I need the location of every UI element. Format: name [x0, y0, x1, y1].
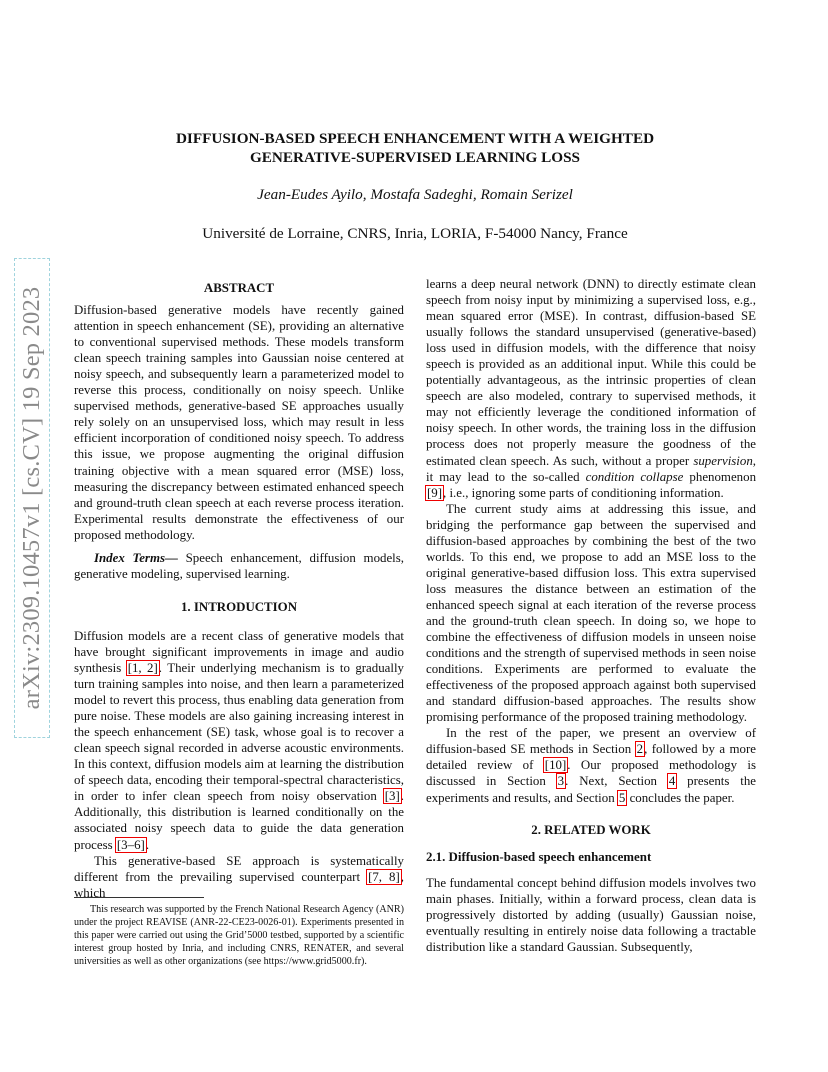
abstract-heading: ABSTRACT: [203, 281, 275, 295]
index-terms-text: Speech enhancement, diffusion models, generative modeling, supervised learning.: [74, 550, 404, 581]
citation-link[interactable]: [1, 2]: [127, 660, 158, 675]
right-p3-text-d: . Next, Section: [565, 774, 668, 789]
intro-p1-text-c: . Additionally, this distribution is learned conditionally on the associated noisy speech data to guide the data generation process: [74, 789, 404, 852]
emphasis-condition-collapse: condition collapse: [585, 469, 684, 484]
title-line-1: DIFFUSION-BASED SPEECH ENHANCEMENT WITH A WEIGHTED: [175, 130, 655, 147]
right-p3-text-e: presents the experiments and results, and Section: [426, 774, 757, 805]
footnote: [74, 904, 404, 969]
affiliation: Université de Lorraine, CNRS, Inria, LORIA, F-54000 Nancy, France: [202, 225, 628, 242]
intro-heading: 1. INTRODUCTION: [180, 599, 298, 614]
right-p3-text-b: , followed by a more detailed review of: [426, 742, 756, 773]
title-line-2: GENERATIVE-SUPERVISED LEARNING LOSS: [249, 149, 580, 166]
intro-p1-text-a: Diffusion models are a recent class of generative models that have brought significant improvements in image and audio synthesis: [74, 628, 404, 675]
right-column: [426, 276, 756, 955]
right-p3-text-c: . Our proposed methodology is discussed in Section: [426, 758, 757, 789]
citation-link[interactable]: [10]: [544, 758, 567, 773]
right-p1-text-d: , i.e., ignoring some parts of conditioning information.: [443, 485, 724, 500]
citation-link[interactable]: [9]: [427, 485, 443, 500]
right-paragraph-4: The fundamental concept behind diffusion models involves two main phases. Initially, within a forward process, clean data is progressively distorted by adding (usually) Gaussian noise, eventually resulting in entirely noise data following a tractable distribution like a standard Gaussian. Subsequently,: [426, 875, 756, 954]
intro-p2-text-b: , which: [74, 869, 404, 900]
right-paragraph-3: [426, 725, 756, 805]
citation-link[interactable]: [7, 8]: [368, 869, 400, 884]
related-work-heading: 2. RELATED WORK: [531, 822, 651, 837]
section-link[interactable]: 2: [636, 742, 644, 757]
right-paragraph-1: [426, 276, 756, 501]
right-paragraph-2: The current study aims at addressing this issue, and bridging the performance gap between the supervised and diffusion-based approaches by combining the best of the two worlds. To this end, we propose to add an MSE loss to the original generative-based diffusion loss. This extra supervised loss measures the distance between an estimation of the enhanced speech signal at each iteration of the reverse process and the ground-truth clean speech. In doing so, we hope to combine the effectiveness of diffusion models in unseen noise conditions and the strength of supervised methods in seen noise conditions. Experiments are performed to evaluate the effectiveness of the proposed approach against both supervised and standard diffusion-based approaches. The results show promising performance of the proposed training methodology.: [426, 501, 756, 725]
section-link[interactable]: 4: [668, 774, 676, 789]
arxiv-stamp-text: arXiv:2309.10457v1 [cs.CV] 19 Sep 2023: [18, 286, 45, 710]
right-p3-text-f: concludes the paper.: [626, 790, 735, 805]
emphasis-supervision: supervision: [693, 453, 753, 468]
right-p3-text-a: In the rest of the paper, we present an overview of diffusion-based SE methods in Section: [426, 726, 756, 757]
left-column: [74, 280, 404, 901]
index-terms-label: Index Terms—: [94, 550, 178, 565]
subsection-heading: 2.1. Diffusion-based speech enhancement: [426, 849, 652, 864]
intro-p2-text-a: This generative-based SE approach is systematically different from the prevailing supervised counterpart: [74, 853, 404, 884]
arxiv-stamp: [14, 258, 50, 738]
intro-p1-text-d: .: [145, 837, 150, 852]
footnote-text: This research was supported by the French National Research Agency (ANR) under the project REAVISE (ANR-22-CE23-0026-01). Experiments presented in this paper were carried out using the Grid’5000 testbed, supported by a scientific interest group hosted by Inria, and including CNRS, RENATER, and several universities as well as other organizations (see https://www.grid5000.fr).: [74, 904, 404, 967]
citation-link[interactable]: [3]: [384, 789, 400, 804]
intro-p1-text-b: . Their underlying mechanism is to gradually turn training samples into noise, and then learn a parameterized model to revert this process, thus enabling data generation from pure noise. These models are also gaining increasing interest in the speech enhancement (SE) task, whose goal is to recover a clean speech signal recorded in adverse acoustic environments. In this context, diffusion models aim at learning the distribution of speech data, encoding their temporal-spectral characteristics, in order to infer clean speech from noisy observation: [74, 660, 404, 804]
section-link[interactable]: 3: [557, 774, 565, 789]
intro-paragraph-1: [74, 628, 404, 853]
abstract-text: Diffusion-based generative models have recently gained attention in speech enhancement (SE), providing an alternative to conventional supervised methods. These models transform clean speech training samples into Gaussian noise centered at noisy speech, and subsequently learn a parameterized model to reverse this process, conditionally on noisy speech. Unlike supervised methods, generative-based SE approaches usually rely solely on an unsupervised loss, which may result in less efficient incorporation of conditioned noisy speech. To address this issue, we propose augmenting the original diffusion training objective with a mean squared error (MSE) loss, measuring the discrepancy between estimated enhanced speech and ground-truth clean speech at each reverse process iteration. Experimental results demonstrate the effectiveness of our proposed methodology.: [74, 303, 404, 542]
citation-link[interactable]: [3–6]: [116, 837, 145, 852]
authors: Jean-Eudes Ayilo, Mostafa Sadeghi, Romain Serizel: [257, 186, 573, 203]
right-p1-text-b: , it may lead to the so-called: [426, 453, 756, 484]
intro-paragraph-2: [74, 853, 404, 901]
right-p1-text-c: phenomenon: [683, 469, 757, 484]
section-link[interactable]: 5: [618, 790, 626, 805]
right-p1-text-a: learns a deep neural network (DNN) to directly estimate clean speech from noisy input by minimizing a supervised loss, e.g., mean squared error (MSE). In contrast, diffusion-based SE usually follows the standard unsupervised (generative-based) loss used in diffusion models, with the difference that noisy speech is provided as an additional input. While this could be potentially advantageous, as the intrinsic properties of clean speech are also modeled, contrary to supervised methods, it may not efficiently leverage the conditioned information of noisy speech. In other words, the training loss in the diffusion process does not properly measure the goodness of the estimated clean speech. As such, without a proper: [426, 277, 756, 468]
paper-title: [60, 129, 770, 167]
index-terms: [74, 550, 404, 582]
footnote-rule: [74, 897, 204, 898]
